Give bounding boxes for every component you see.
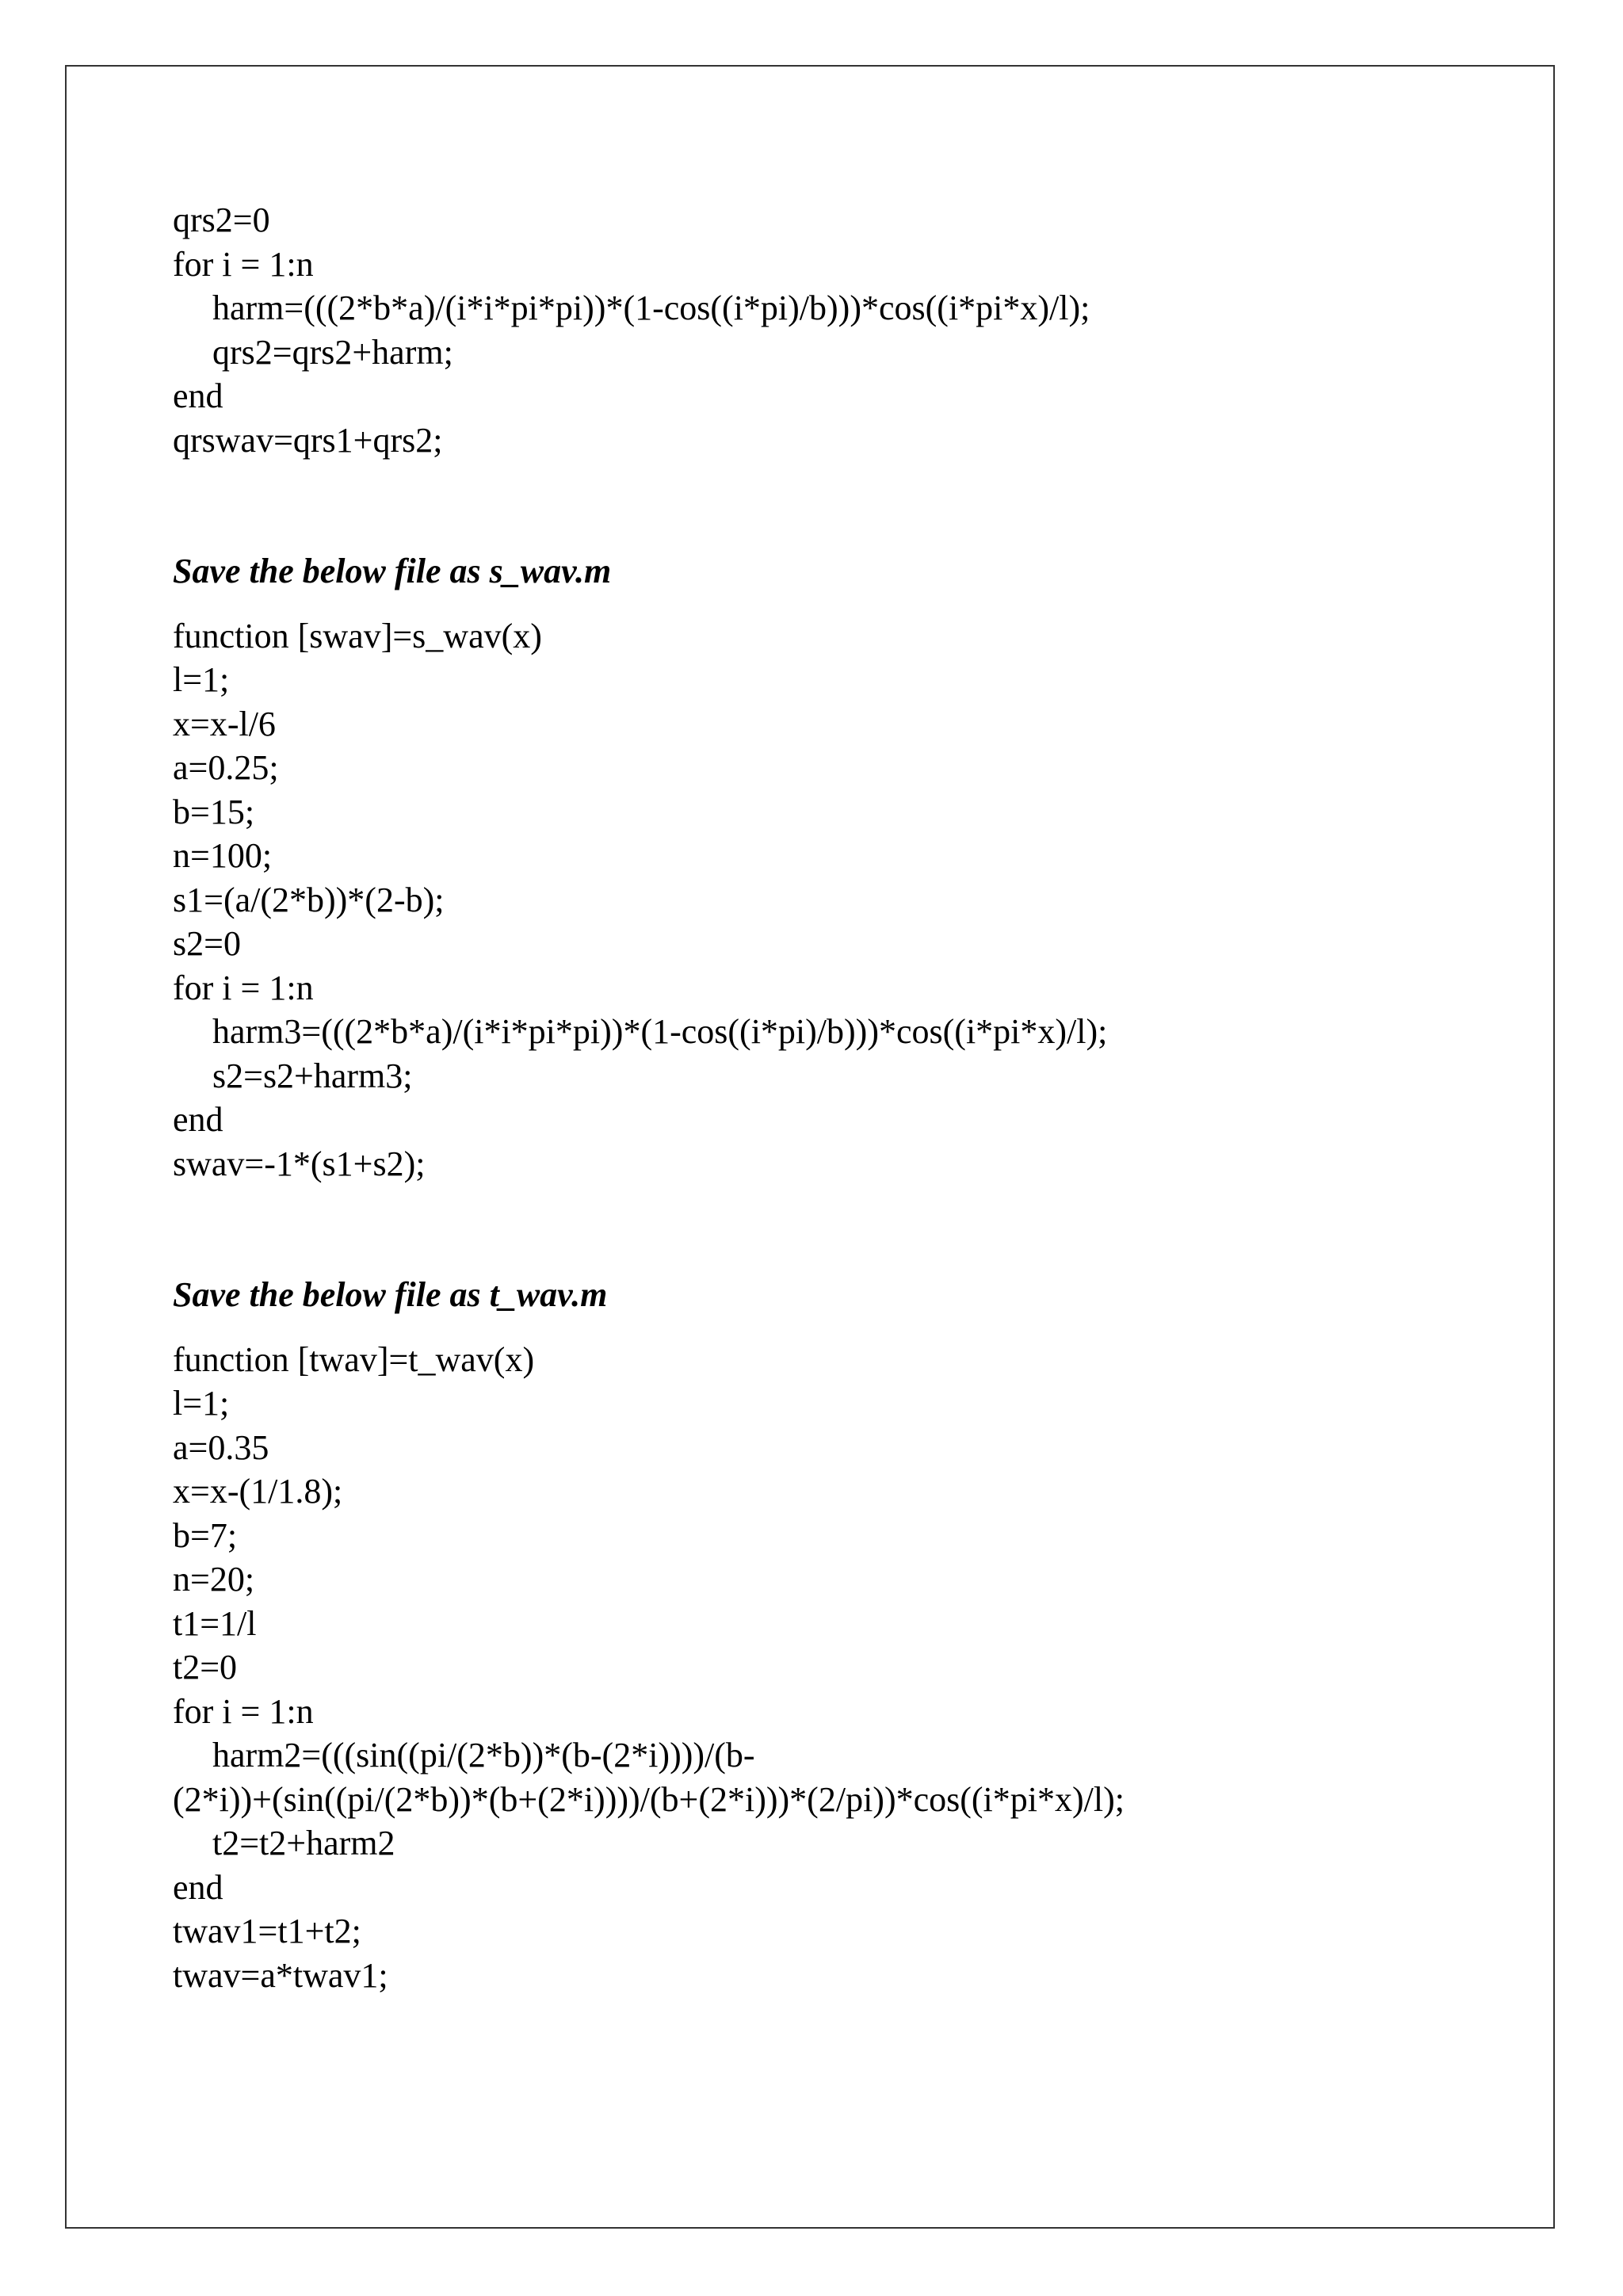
code-line: end: [173, 376, 223, 415]
code-line: t1=1/l: [173, 1603, 257, 1643]
s-wav-heading-block: [173, 549, 1520, 594]
code-line: s2=s2+harm3;: [212, 1056, 413, 1095]
code-line: function [swav]=s_wav(x): [173, 616, 542, 655]
code-line: harm2=(((sin((pi/(2*b))*(b-(2*i))))/(b-: [212, 1736, 755, 1775]
code-line: harm=(((2*b*a)/(i*i*pi*pi))*(1-cos((i*pi)/b)))*cos((i*pi*x)/l);: [212, 288, 1090, 327]
code-line: harm3=(((2*b*a)/(i*i*pi*pi))*(1-cos((i*pi)/b)))*cos((i*pi*x)/l);: [212, 1012, 1108, 1051]
section-heading: Save the below file as t_wav.m: [173, 1275, 608, 1314]
code-line: t2=t2+harm2: [212, 1824, 395, 1862]
code-line: for i = 1:n: [173, 244, 314, 284]
code-line: l=1;: [173, 1384, 230, 1423]
code-line: t2=0: [173, 1648, 238, 1687]
code-line: twav1=t1+t2;: [173, 1912, 361, 1950]
code-line: function [twav]=t_wav(x): [173, 1339, 535, 1379]
code-line: swav=-1*(s1+s2);: [173, 1144, 426, 1183]
s-wav-code: [173, 614, 1520, 1186]
code-line: b=15;: [173, 792, 255, 831]
code-line: l=1;: [173, 660, 230, 699]
code-line: x=x-(1/1.8);: [173, 1472, 343, 1511]
code-line: qrs2=0: [173, 201, 270, 239]
code-line: (2*i))+(sin((pi/(2*b))*(b+(2*i))))/(b+(2*i)))*(2/pi))*cos((i*pi*x)/l);: [173, 1779, 1125, 1819]
code-line: x=x-l/6: [173, 704, 276, 743]
code-line: end: [173, 1867, 223, 1907]
code-line: a=0.25;: [173, 748, 279, 787]
code-line: a=0.35: [173, 1427, 269, 1467]
code-line: n=100;: [173, 836, 273, 875]
code-line: end: [173, 1100, 223, 1139]
code-line: qrs2=qrs2+harm;: [212, 332, 453, 372]
section-heading: Save the below file as s_wav.m: [173, 552, 612, 590]
code-line: s2=0: [173, 924, 241, 963]
code-line: for i = 1:n: [173, 1691, 314, 1731]
code-line: twav=a*twav1;: [173, 1955, 388, 1995]
code-line: s1=(a/(2*b))*(2-b);: [173, 880, 445, 919]
qrs-wav-code-tail: [173, 198, 1520, 462]
code-line: for i = 1:n: [173, 968, 314, 1007]
code-line: n=20;: [173, 1560, 255, 1599]
code-line: qrswav=qrs1+qrs2;: [173, 420, 443, 460]
t-wav-heading-block: [173, 1273, 1520, 1317]
code-line: b=7;: [173, 1515, 238, 1555]
t-wav-code: [173, 1338, 1520, 1998]
document-body: [173, 198, 1520, 1997]
